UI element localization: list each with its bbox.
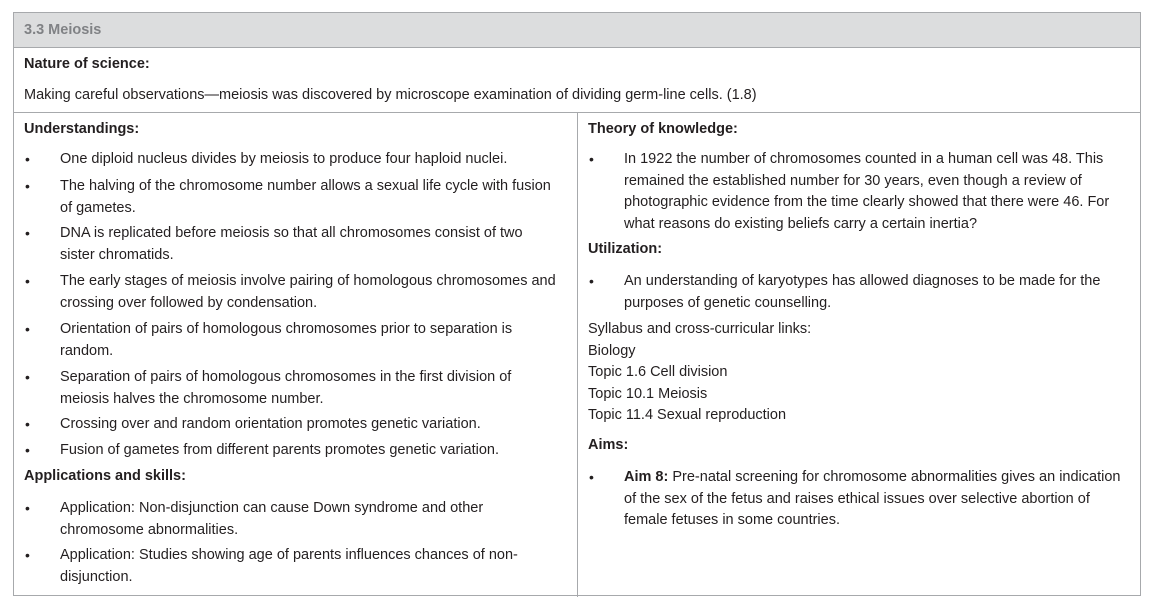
understanding-text: One diploid nucleus divides by meiosis to produce four haploid nuclei.	[60, 151, 508, 167]
section-title-bar	[14, 13, 1140, 48]
right-column	[578, 113, 1140, 597]
syllabus-table	[13, 12, 1141, 596]
application-text: Application: Studies showing age of parents influences chances of non-	[60, 547, 518, 563]
understanding-text: meiosis halves the chromosome number.	[60, 390, 324, 407]
bullet-icon: •	[25, 442, 30, 458]
syllabus-link-topic: Topic 10.1 Meiosis	[588, 385, 708, 402]
understanding-text: Orientation of pairs of homologous chromosomes prior to separation is	[60, 321, 513, 337]
bullet-icon: •	[589, 273, 594, 289]
nature-of-science-text: Making careful observations—meiosis was discovered by microscope examination of dividing germ-line cells. (1.8)	[24, 87, 757, 103]
syllabus-link-topic: Topic 1.6 Cell division	[588, 364, 728, 380]
bullet-icon: •	[25, 500, 30, 516]
aims-heading: Aims:	[588, 437, 629, 453]
understanding-text: The halving of the chromosome number allows a sexual life cycle with fusion	[60, 178, 551, 194]
bullet-icon: •	[589, 151, 594, 167]
understanding-text: random.	[60, 342, 114, 359]
tok-text: photographic evidence from the time clearly showed that there were 46. For	[624, 194, 1110, 210]
understanding-text: of gametes.	[60, 199, 136, 216]
applications-heading: Applications and skills:	[24, 468, 186, 484]
aim-text: of the sex of the fetus and raises ethical issues over selective abortion of	[624, 490, 1090, 507]
application-text: chromosome abnormalities.	[60, 521, 239, 538]
understanding-text: Fusion of gametes from different parents promotes genetic variation.	[60, 442, 499, 458]
bullet-icon: •	[25, 547, 30, 563]
understanding-text: The early stages of meiosis involve pairing of homologous chromosomes and	[60, 273, 556, 289]
understanding-text: sister chromatids.	[60, 246, 174, 263]
understandings-heading: Understandings:	[24, 121, 140, 137]
utilization-heading: Utilization:	[588, 241, 663, 257]
understanding-text: Crossing over and random orientation promotes genetic variation.	[60, 416, 481, 432]
utilization-text: An understanding of karyotypes has allowed diagnoses to be made for the	[624, 273, 1101, 289]
syllabus-link-topic: Topic 11.4 Sexual reproduction	[588, 407, 787, 423]
aim-text: female fetuses in some countries.	[624, 512, 840, 528]
utilization-text: purposes of genetic counselling.	[624, 294, 832, 311]
bullet-icon: •	[25, 273, 30, 289]
application-text: disjunction.	[60, 568, 133, 585]
tok-text: remained the established number for 30 years, even though a review of	[624, 172, 1082, 189]
bullet-icon: •	[25, 321, 30, 337]
bullet-icon: •	[25, 369, 30, 385]
left-column	[14, 113, 578, 597]
syllabus-links	[588, 319, 811, 427]
tok-heading: Theory of knowledge:	[588, 121, 738, 137]
bullet-icon: •	[25, 178, 30, 194]
bullet-icon: •	[25, 225, 30, 241]
syllabus-link-subject: Biology	[588, 342, 636, 359]
syllabus-links-heading: Syllabus and cross-curricular links:	[588, 321, 812, 337]
nature-of-science-row	[14, 48, 1140, 113]
section-title: 3.3 Meiosis	[24, 22, 102, 38]
aim-label: Aim 8:	[624, 469, 669, 485]
application-text: Application: Non-disjunction can cause Down syndrome and other	[60, 500, 484, 516]
understanding-text: DNA is replicated before meiosis so that all chromosomes consist of two	[60, 225, 523, 241]
nature-of-science-heading: Nature of science:	[24, 56, 150, 72]
bullet-icon: •	[25, 151, 30, 167]
understanding-text: crossing over followed by condensation.	[60, 294, 318, 311]
bullet-icon: •	[25, 416, 30, 432]
understanding-text: Separation of pairs of homologous chromosomes in the first division of	[60, 369, 512, 385]
tok-text: what reasons do existing beliefs carry a certain inertia?	[624, 215, 978, 232]
aim-text: Pre-natal screening for chromosome abnormalities gives an indication	[668, 469, 1121, 485]
tok-text: In 1922 the number of chromosomes counted in a human cell was 48. This	[624, 151, 1104, 167]
bullet-icon: •	[589, 469, 594, 485]
